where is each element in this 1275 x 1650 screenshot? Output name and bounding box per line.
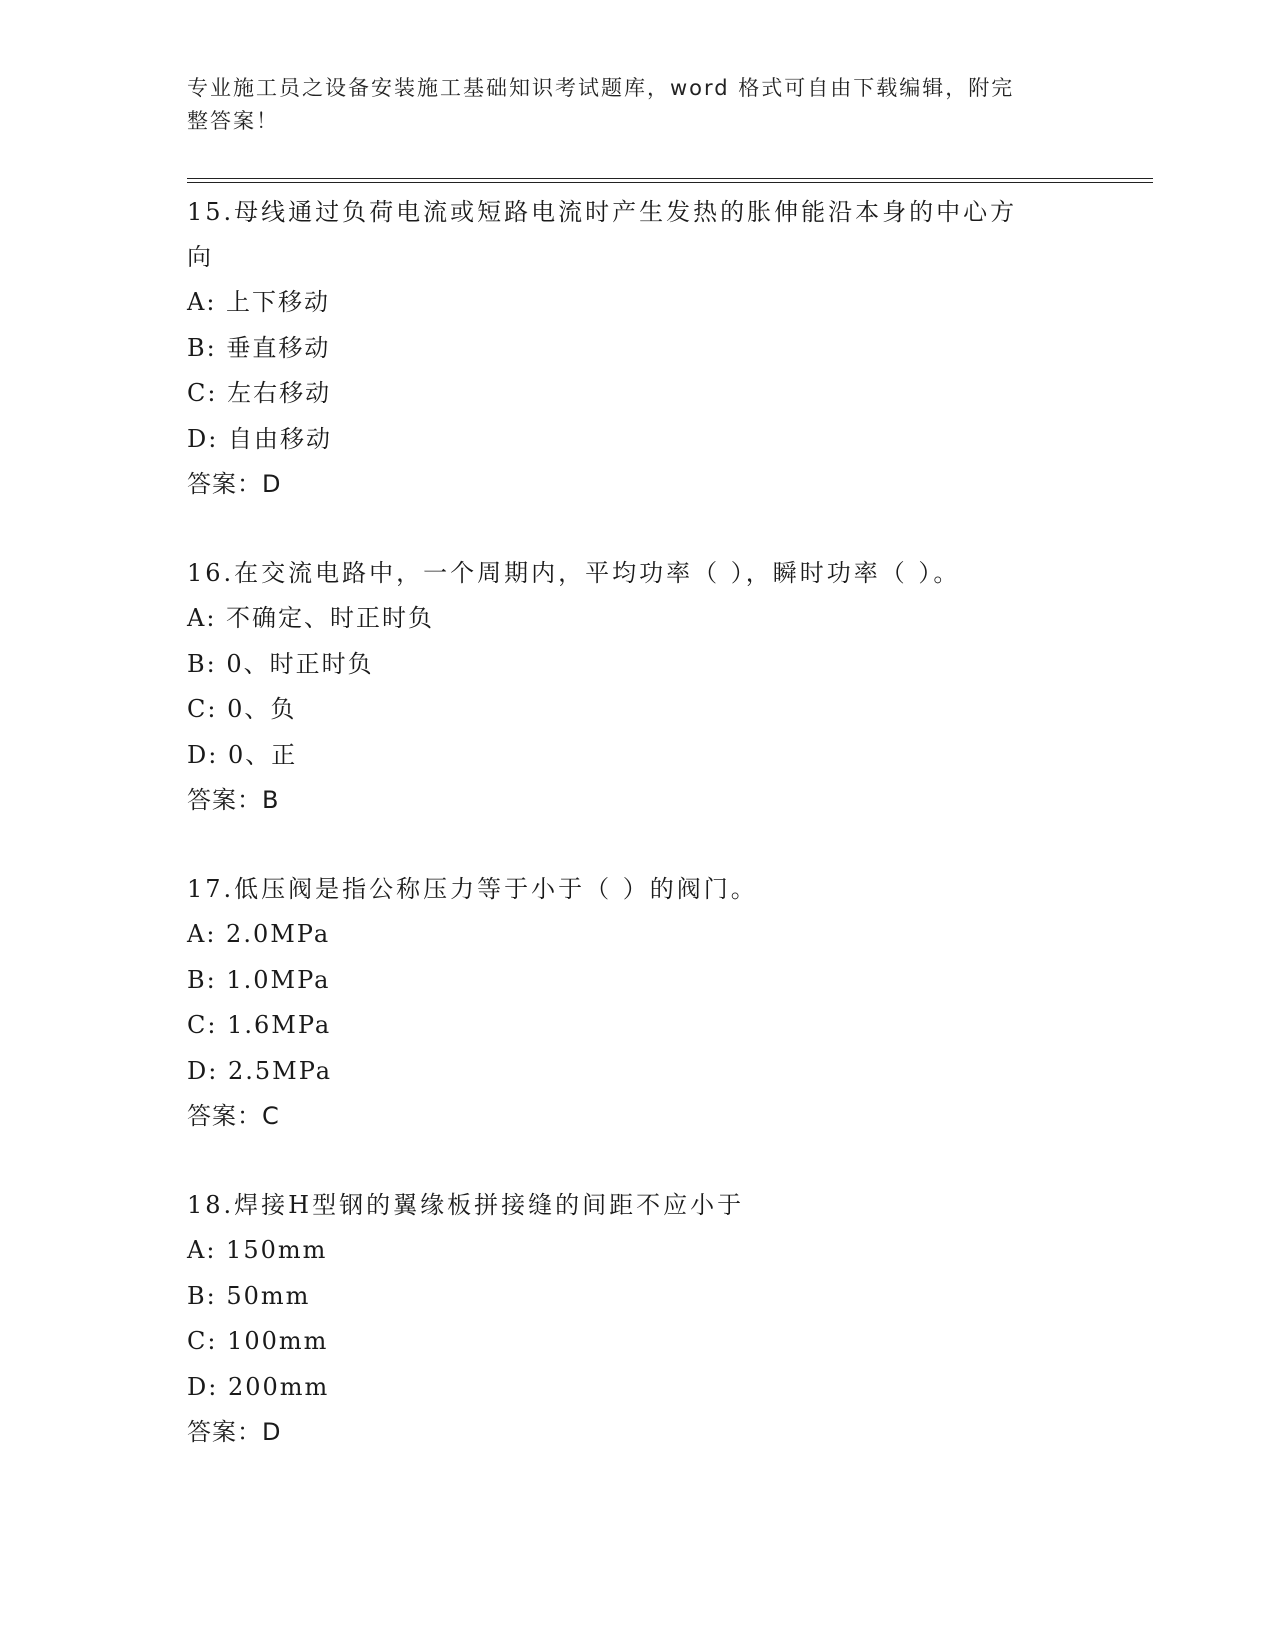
option-c: C: 左右移动 bbox=[187, 379, 332, 407]
question-15 bbox=[187, 190, 1087, 507]
option-a: A: 150mm bbox=[187, 1236, 328, 1264]
question-18 bbox=[187, 1183, 1087, 1455]
option-c: C: 100mm bbox=[187, 1327, 329, 1355]
question-text: 18.焊接H型钢的翼缘板拼接缝的间距不应小于 bbox=[187, 1191, 745, 1219]
option-b: B: 1.0MPa bbox=[187, 965, 331, 994]
option-b: B: 垂直移动 bbox=[187, 333, 331, 362]
option-d: D: 0、正 bbox=[187, 740, 298, 769]
question-list bbox=[187, 190, 1087, 1499]
question-16 bbox=[187, 551, 1087, 823]
option-a: A: 不确定、时正时负 bbox=[187, 604, 435, 632]
question-text: 17.低压阀是指公称压力等于小于（ ）的阀门。 bbox=[187, 875, 758, 903]
question-17 bbox=[187, 867, 1087, 1139]
header-line-1: 专业施工员之设备安装施工基础知识考试题库，word 格式可自由下载编辑，附完 bbox=[187, 76, 1015, 100]
option-c: C: 1.6MPa bbox=[187, 1011, 332, 1039]
answer: 答案：D bbox=[187, 470, 282, 498]
answer: 答案：B bbox=[187, 786, 280, 814]
question-text: 16.在交流电路中，一个周期内，平均功率（ ），瞬时功率（ ）。 bbox=[187, 559, 961, 587]
question-text: 15.母线通过负荷电流或短路电流时产生发热的胀伸能沿本身的中心方 bbox=[187, 198, 1018, 226]
answer: 答案：D bbox=[187, 1418, 282, 1446]
option-a: A: 上下移动 bbox=[187, 288, 331, 316]
answer: 答案：C bbox=[187, 1102, 280, 1130]
question-text-continued: 向 bbox=[187, 243, 214, 271]
header-line-2: 整答案！ bbox=[187, 109, 279, 133]
document-header bbox=[187, 72, 1087, 138]
option-a: A: 2.0MPa bbox=[187, 920, 331, 948]
header-divider-bottom bbox=[187, 182, 1153, 183]
option-b: B: 0、时正时负 bbox=[187, 649, 374, 678]
option-d: D: 2.5MPa bbox=[187, 1056, 333, 1085]
option-c: C: 0、负 bbox=[187, 695, 297, 723]
header-divider-top bbox=[187, 178, 1153, 179]
option-d: D: 200mm bbox=[187, 1372, 330, 1401]
option-b: B: 50mm bbox=[187, 1281, 311, 1310]
option-d: D: 自由移动 bbox=[187, 424, 332, 453]
